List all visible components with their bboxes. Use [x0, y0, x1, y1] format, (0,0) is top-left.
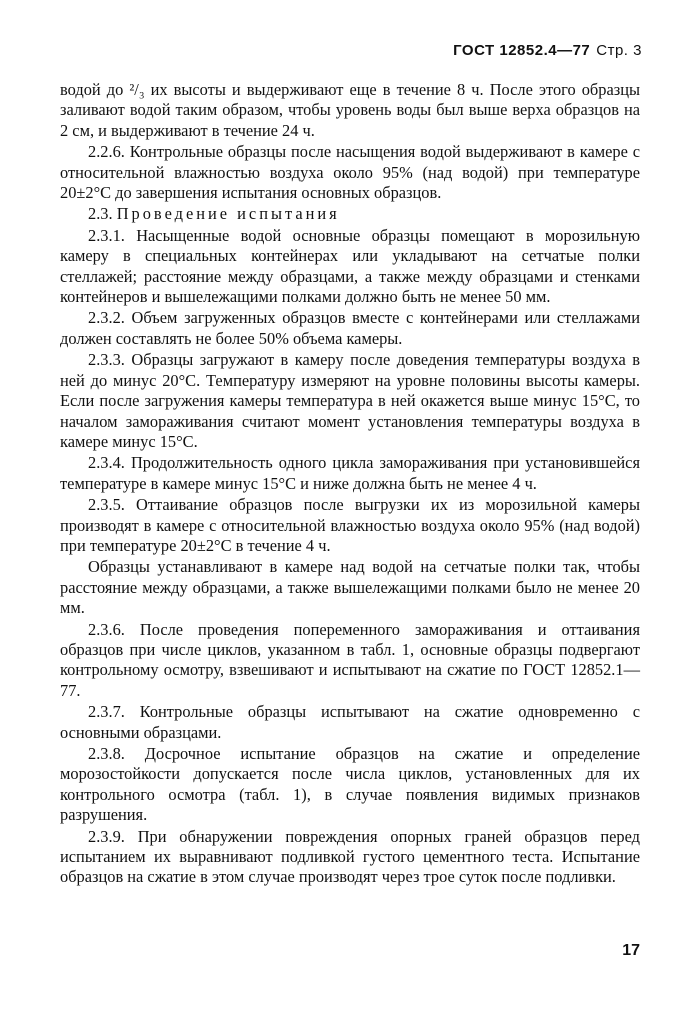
paragraph-2-3-8: 2.3.8. Досрочное испытание образцов на сжатие и определение морозостойкости допускается после числа циклов, установленных для их контрольного осмотра (табл. 1), в случае появления видимых признаков разрушения.	[60, 744, 640, 825]
paragraph-2-3-3: 2.3.3. Образцы загружают в камеру после доведения температуры воздуха в ней до минус 20°С. Температуру измеряют на уровне половины высоты камеры. Если после загружения камеры температура в ней окажется выше минус 15°С, то началом замораживания считают момент установления температуры воздуха в камере минус 15°С.	[60, 350, 640, 451]
paragraph-2-3-9: 2.3.9. При обнаружении повреждения опорных граней образцов перед испытанием их выравнивают подливкой густого цементного теста. Испытание образцов на сжатие в этом случае производят через трое суток после подливки.	[60, 826, 640, 887]
paragraph-2-3-4: 2.3.4. Продолжительность одного цикла замораживания при установившейся температуре в камере минус 15°С и ниже должна быть не менее 4 ч.	[60, 453, 640, 493]
paragraph-continuation: водой до ²/₃ их высоты и выдерживают еще в течение 8 ч. После этого образцы заливают водой таким образом, чтобы уровень воды был выше верха образцов на 2 см, и выдерживают в течение 24 ч.	[60, 80, 640, 140]
paragraph-2-3-1: 2.3.1. Насыщенные водой основные образцы помещают в морозильную камеру в специальных контейнерах или укладывают на сетчатые полки стеллажей; расстояние между образцами, а также между образцами и стенками контейнеров и вышележащими полками должно быть не менее 50 мм.	[60, 225, 640, 307]
paragraph-2-3-2: 2.3.2. Объем загруженных образцов вместе с контейнерами или стеллажами должен составлять не более 50% объема камеры.	[60, 308, 640, 348]
header-page-label: Стр. 3	[596, 42, 642, 59]
standard-number: ГОСТ 12852.4—77	[453, 42, 591, 59]
section-heading-2-3	[60, 204, 640, 224]
paragraph-2-2-6: 2.2.6. Контрольные образцы после насыщения водой выдерживают в камере с относительной влажностью воздуха около 95% (над водой) при температуре 20±2°С до завершения испытания основных образцов.	[60, 142, 640, 203]
page-number: 17	[622, 942, 640, 959]
body-text	[60, 80, 640, 889]
section-title: Проведение испытания	[116, 204, 340, 224]
page-header	[453, 42, 642, 59]
paragraph-2-3-5-cont: Образцы устанавливают в камере над водой на сетчатые полки так, чтобы расстояние между образцами, а также вышележащими полками было не менее 20 мм.	[60, 557, 640, 618]
paragraph-2-3-6: 2.3.6. После проведения попеременного замораживания и оттаивания образцов при числе циклов, указанном в табл. 1, основные образцы подвергают контрольному осмотру, взвешивают и испытывают на сжатие по ГОСТ 12852.1—77.	[60, 619, 640, 700]
section-number: 2.3.	[88, 204, 113, 224]
paragraph-2-3-5: 2.3.5. Оттаивание образцов после выгрузки их из морозильной камеры производят в камере с относительной влажностью воздуха около 95% (над водой) при температуре 20±2°С в течение 4 ч.	[60, 495, 640, 555]
paragraph-2-3-7: 2.3.7. Контрольные образцы испытывают на сжатие одновременно с основными образцами.	[60, 702, 640, 742]
